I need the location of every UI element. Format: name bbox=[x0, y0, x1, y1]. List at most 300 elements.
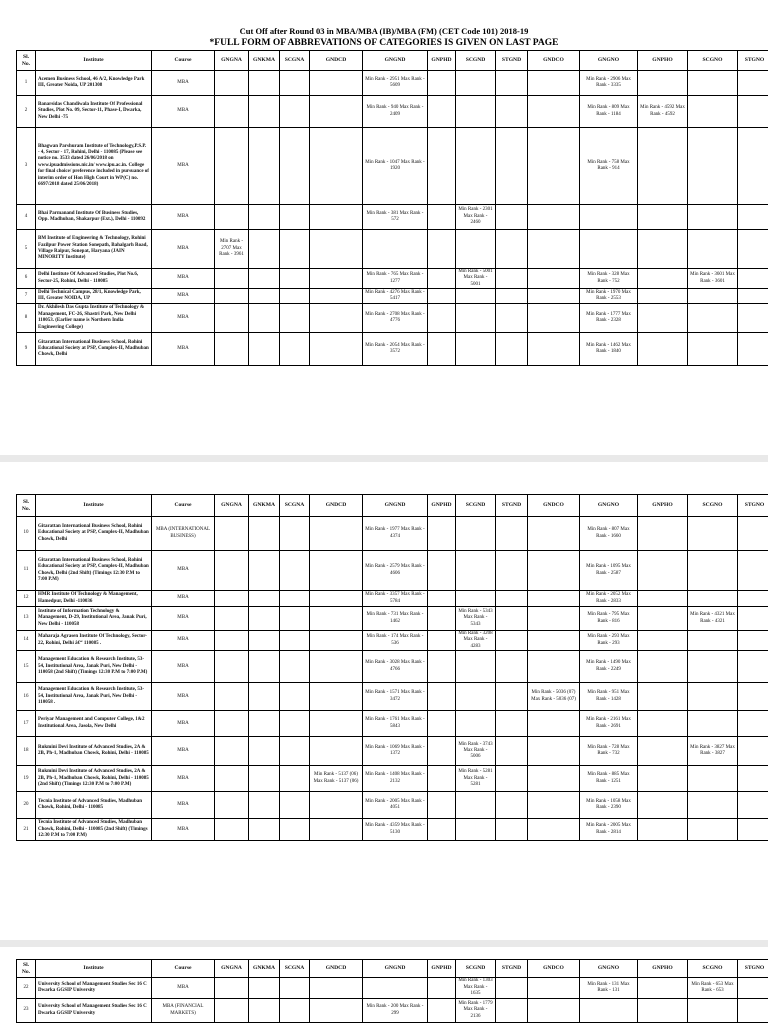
rank-cell-stgnd bbox=[496, 96, 528, 128]
rank-cell-scgna bbox=[280, 591, 310, 607]
serial-number-cell: 3 bbox=[17, 128, 36, 205]
column-header: GNPHD bbox=[428, 495, 456, 517]
column-header: Institute bbox=[36, 960, 152, 978]
table-row bbox=[17, 289, 768, 304]
rank-cell-gnphd bbox=[428, 792, 456, 819]
rank-cell-scgnd: Min Rank - 3743 Max Rank - 5006 bbox=[456, 737, 496, 766]
rank-cell-gngnd: Min Rank - 1047 Max Rank - 1920 bbox=[363, 128, 428, 205]
column-header: SCGND bbox=[456, 51, 496, 71]
rank-cell-stgno bbox=[738, 999, 768, 1023]
rank-cell-scgnd bbox=[456, 651, 496, 683]
rank-cell-gnpho bbox=[638, 766, 688, 792]
rank-cell-gndcd bbox=[310, 551, 363, 591]
course-cell: MBA bbox=[152, 978, 215, 999]
rank-cell-stgno bbox=[738, 711, 768, 737]
rank-cell-stgno bbox=[738, 128, 768, 205]
rank-cell-gnkma bbox=[249, 631, 280, 651]
rank-cell-scgnd bbox=[456, 96, 496, 128]
rank-cell-gnpho bbox=[638, 999, 688, 1023]
column-header: GNKMA bbox=[249, 51, 280, 71]
column-header: GNPHO bbox=[638, 51, 688, 71]
course-cell: MBA bbox=[152, 551, 215, 591]
course-cell: MBA bbox=[152, 96, 215, 128]
rank-cell-scgna bbox=[280, 792, 310, 819]
serial-number-cell: 11 bbox=[17, 551, 36, 591]
course-cell: MBA (INTERNATIONAL BUSINESS) bbox=[152, 517, 215, 551]
table-row bbox=[17, 205, 768, 230]
table-row bbox=[17, 651, 768, 683]
serial-number-cell: 5 bbox=[17, 230, 36, 269]
rank-cell-gnpho bbox=[638, 128, 688, 205]
table-row bbox=[17, 999, 768, 1023]
column-header: GNGND bbox=[363, 51, 428, 71]
rank-cell-scgna bbox=[280, 551, 310, 591]
rank-cell-gnkma bbox=[249, 289, 280, 304]
rank-cell-scgna bbox=[280, 517, 310, 551]
column-header: Course bbox=[152, 495, 215, 517]
rank-cell-gndco bbox=[528, 819, 580, 841]
rank-cell-scgna bbox=[280, 651, 310, 683]
rank-cell-gnphd bbox=[428, 631, 456, 651]
rank-cell-gngno: Min Rank - 885 Max Rank - 1251 bbox=[580, 766, 638, 792]
rank-cell-scgno bbox=[688, 333, 738, 366]
institute-cell: University School of Management Studies Sec 16 C Dwarka GGSIP University bbox=[36, 999, 152, 1023]
rank-cell-stgno bbox=[738, 631, 768, 651]
institute-cell: Maharaja Agrasen Institute Of Technology, Sector-22, Rohini, Delhi â€“ 110085 . bbox=[36, 631, 152, 651]
rank-cell-gndco bbox=[528, 651, 580, 683]
rank-cell-scgna bbox=[280, 333, 310, 366]
rank-cell-gnkma bbox=[249, 651, 280, 683]
rank-cell-gnkma bbox=[249, 792, 280, 819]
column-header: GNDCO bbox=[528, 960, 580, 978]
rank-cell-stgnd bbox=[496, 205, 528, 230]
serial-number-cell: 15 bbox=[17, 651, 36, 683]
rank-cell-scgnd: Min Rank - 3208 Max Rank - 4283 bbox=[456, 631, 496, 651]
rank-cell-gnkma bbox=[249, 607, 280, 631]
table-row bbox=[17, 607, 768, 631]
rank-cell-gnphd bbox=[428, 128, 456, 205]
rank-cell-scgnd bbox=[456, 551, 496, 591]
rank-cell-scgno bbox=[688, 551, 738, 591]
rank-cell-stgnd bbox=[496, 792, 528, 819]
column-header: GNPHO bbox=[638, 960, 688, 978]
rank-cell-gngnd: Min Rank - 4359 Max Rank - 5130 bbox=[363, 819, 428, 841]
rank-cell-scgna bbox=[280, 711, 310, 737]
institute-cell: Rukmini Devi Institute of Advanced Studies, 2A & 2B, Ph-1, Madhuban Chowk, Rohini, Delhi - 110085 (2nd Shift) (Timings 12:30 P.M to 7:00 P.M) bbox=[36, 766, 152, 792]
course-cell: MBA bbox=[152, 333, 215, 366]
rank-cell-gndco bbox=[528, 607, 580, 631]
table-row bbox=[17, 631, 768, 651]
rank-cell-scgno bbox=[688, 128, 738, 205]
institute-cell: BM Institute of Engineering & Technology, Rohini Fazilpur Power Station Sonepath, Bahalgarh Road, Village Raipur, Sonepat, Haryana (JAIN MINORITY Institute) bbox=[36, 230, 152, 269]
table-row bbox=[17, 96, 768, 128]
rank-cell-stgnd bbox=[496, 230, 528, 269]
document-title: Cut Off after Round 03 in MBA/MBA (IB)/MBA (FM) (CET Code 101) 2018-19 bbox=[239, 26, 529, 36]
column-header: GNGNA bbox=[215, 960, 249, 978]
header-row bbox=[17, 51, 768, 71]
column-header: STGNO bbox=[738, 495, 768, 517]
rank-cell-gngno: Min Rank - 809 Max Rank - 1184 bbox=[580, 96, 638, 128]
rank-cell-stgno bbox=[738, 96, 768, 128]
rank-cell-gngnd: Min Rank - 200 Max Rank - 299 bbox=[363, 999, 428, 1023]
rank-cell-gngnd: Min Rank - 731 Max Rank - 1462 bbox=[363, 607, 428, 631]
column-header: Institute bbox=[36, 495, 152, 517]
rank-cell-scgno bbox=[688, 792, 738, 819]
rank-cell-scgna bbox=[280, 304, 310, 333]
rank-cell-gngnd: Min Rank - 1761 Max Rank - 5843 bbox=[363, 711, 428, 737]
course-cell: MBA bbox=[152, 205, 215, 230]
rank-cell-stgno bbox=[738, 205, 768, 230]
rank-cell-gngna bbox=[215, 978, 249, 999]
rank-cell-gngna bbox=[215, 128, 249, 205]
rank-cell-stgnd bbox=[496, 591, 528, 607]
course-cell: MBA bbox=[152, 683, 215, 711]
column-header: GNPHD bbox=[428, 51, 456, 71]
course-cell: MBA bbox=[152, 607, 215, 631]
column-header: Sl. No. bbox=[17, 51, 36, 71]
rank-cell-scgno bbox=[688, 711, 738, 737]
rank-cell-gngno: Min Rank - 795 Max Rank - 816 bbox=[580, 607, 638, 631]
column-header: SCGND bbox=[456, 495, 496, 517]
rank-cell-stgno bbox=[738, 607, 768, 631]
serial-number-cell: 14 bbox=[17, 631, 36, 651]
column-header: GNGNA bbox=[215, 495, 249, 517]
rank-cell-gngnd bbox=[363, 978, 428, 999]
rank-cell-gndcd bbox=[310, 999, 363, 1023]
rank-cell-gngna bbox=[215, 517, 249, 551]
rank-cell-stgnd bbox=[496, 683, 528, 711]
rank-cell-gnphd bbox=[428, 96, 456, 128]
rank-cell-gndco bbox=[528, 711, 580, 737]
rank-cell-gngno: Min Rank - 1490 Max Rank - 2249 bbox=[580, 651, 638, 683]
rank-cell-gngnd: Min Rank - 4276 Max Rank - 5417 bbox=[363, 289, 428, 304]
serial-number-cell: 8 bbox=[17, 304, 36, 333]
rank-cell-stgnd bbox=[496, 651, 528, 683]
rank-cell-gnphd bbox=[428, 71, 456, 96]
rank-cell-scgnd bbox=[456, 792, 496, 819]
column-header: GNGND bbox=[363, 495, 428, 517]
rank-cell-stgno bbox=[738, 551, 768, 591]
rank-cell-gndco bbox=[528, 551, 580, 591]
rank-cell-scgna bbox=[280, 230, 310, 269]
rank-cell-gnkma bbox=[249, 71, 280, 96]
rank-cell-gngnd: Min Rank - 1408 Max Rank - 2132 bbox=[363, 766, 428, 792]
rank-cell-gndcd bbox=[310, 651, 363, 683]
institute-cell: Rukmini Devi Institute of Advanced Studies, 2A & 2B, Ph-1, Madhuban Chowk, Rohini, Delhi - 110085 bbox=[36, 737, 152, 766]
rank-cell-gndco bbox=[528, 304, 580, 333]
rank-cell-gngna bbox=[215, 766, 249, 792]
rank-cell-gnpho: Min Rank - 4592 Max Rank - 4592 bbox=[638, 96, 688, 128]
rank-cell-gndco bbox=[528, 766, 580, 792]
rank-cell-gnphd bbox=[428, 230, 456, 269]
rank-cell-gndco: Min Rank - 5036 (07) Max Rank - 5036 (07) bbox=[528, 683, 580, 711]
rank-cell-gngnd: Min Rank - 940 Max Rank - 2409 bbox=[363, 96, 428, 128]
rank-cell-gnphd bbox=[428, 289, 456, 304]
rank-cell-gndco bbox=[528, 737, 580, 766]
rank-cell-gndco bbox=[528, 230, 580, 269]
serial-number-cell: 12 bbox=[17, 591, 36, 607]
rank-cell-stgno bbox=[738, 792, 768, 819]
rank-cell-gngna bbox=[215, 205, 249, 230]
rank-cell-gnphd bbox=[428, 333, 456, 366]
rank-cell-gndcd bbox=[310, 517, 363, 551]
rank-cell-stgnd bbox=[496, 737, 528, 766]
rank-cell-stgno bbox=[738, 683, 768, 711]
rank-cell-gndcd bbox=[310, 631, 363, 651]
table-row bbox=[17, 71, 768, 96]
rank-cell-gngna bbox=[215, 289, 249, 304]
rank-cell-gngno: Min Rank - 1095 Max Rank - 2587 bbox=[580, 551, 638, 591]
rank-cell-scgnd bbox=[456, 333, 496, 366]
institute-cell: Acemen Business School, 46 A/2, Knowledge Park III, Greater Noida, UP 201308 bbox=[36, 71, 152, 96]
rank-cell-gnkma bbox=[249, 269, 280, 289]
cutoff-table-page-1 bbox=[16, 50, 768, 366]
rank-cell-gnkma bbox=[249, 304, 280, 333]
rank-cell-scgno: Min Rank - 3601 Max Rank - 3601 bbox=[688, 269, 738, 289]
rank-cell-stgno bbox=[738, 269, 768, 289]
institute-cell: Management Education & Research Institute, 53-54, Institutional Area, Janak Puri, New Delhi - 110058 . bbox=[36, 683, 152, 711]
rank-cell-scgna bbox=[280, 631, 310, 651]
column-header: GNDCD bbox=[310, 495, 363, 517]
table-row bbox=[17, 766, 768, 792]
rank-cell-gngno: Min Rank - 1462 Max Rank - 1840 bbox=[580, 333, 638, 366]
rank-cell-gnpho bbox=[638, 607, 688, 631]
column-header: STGND bbox=[496, 960, 528, 978]
rank-cell-scgna bbox=[280, 978, 310, 999]
column-header: GNPHD bbox=[428, 960, 456, 978]
serial-number-cell: 9 bbox=[17, 333, 36, 366]
column-header: SCGNA bbox=[280, 495, 310, 517]
course-cell: MBA bbox=[152, 289, 215, 304]
column-header: Sl. No. bbox=[17, 960, 36, 978]
rank-cell-stgnd bbox=[496, 517, 528, 551]
rank-cell-scgnd: Min Rank - 5001 Max Rank - 5001 bbox=[456, 269, 496, 289]
institute-cell: Management Education & Research Institute, 53-54, Institutional Area, Janak Puri, New Delhi - 110058 (2nd Shift) (Timings 12:30 P.M to 7:00 P.M) bbox=[36, 651, 152, 683]
rank-cell-gngnd bbox=[363, 230, 428, 269]
table-row bbox=[17, 978, 768, 999]
rank-cell-stgno bbox=[738, 289, 768, 304]
rank-cell-scgnd bbox=[456, 304, 496, 333]
column-header: STGND bbox=[496, 495, 528, 517]
rank-cell-gngno: Min Rank - 2052 Max Rank - 2833 bbox=[580, 591, 638, 607]
rank-cell-gndcd bbox=[310, 269, 363, 289]
rank-cell-gnphd bbox=[428, 517, 456, 551]
serial-number-cell: 17 bbox=[17, 711, 36, 737]
rank-cell-gnphd bbox=[428, 651, 456, 683]
rank-cell-gnphd bbox=[428, 607, 456, 631]
rank-cell-gndcd bbox=[310, 737, 363, 766]
column-header: GNGNO bbox=[580, 960, 638, 978]
table-row bbox=[17, 304, 768, 333]
column-header: GNGND bbox=[363, 960, 428, 978]
rank-cell-gnpho bbox=[638, 737, 688, 766]
institute-cell: HMR Institute Of Technology & Management, Hamedpur, Delhi -110036 bbox=[36, 591, 152, 607]
course-cell: MBA (FINANCIAL MARKETS) bbox=[152, 999, 215, 1023]
rank-cell-gndcd bbox=[310, 96, 363, 128]
serial-number-cell: 16 bbox=[17, 683, 36, 711]
rank-cell-gndco bbox=[528, 289, 580, 304]
rank-cell-gngna: Min Rank - 2707 Max Rank - 3961 bbox=[215, 230, 249, 269]
rank-cell-scgna bbox=[280, 71, 310, 96]
rank-cell-gngna bbox=[215, 607, 249, 631]
table-row bbox=[17, 333, 768, 366]
rank-cell-gndco bbox=[528, 591, 580, 607]
rank-cell-gngno: Min Rank - 2005 Max Rank - 2814 bbox=[580, 819, 638, 841]
rank-cell-gngnd: Min Rank - 2005 Max Rank - 4051 bbox=[363, 792, 428, 819]
institute-cell: Periyar Management and Computer College, 1&2 Institutional Area, Jasola, New Delhi bbox=[36, 711, 152, 737]
rank-cell-scgno bbox=[688, 304, 738, 333]
rank-cell-gnpho bbox=[638, 517, 688, 551]
rank-cell-stgnd bbox=[496, 551, 528, 591]
column-header: Course bbox=[152, 51, 215, 71]
column-header: GNPHO bbox=[638, 495, 688, 517]
serial-number-cell: 13 bbox=[17, 607, 36, 631]
rank-cell-gnkma bbox=[249, 96, 280, 128]
abbreviation-note: *FULL FORM OF ABBREVATIONS OF CATEGORIES IS GIVEN ON LAST PAGE bbox=[209, 38, 559, 48]
rank-cell-scgna bbox=[280, 205, 310, 230]
rank-cell-gngno: Min Rank - 807 Max Rank - 1660 bbox=[580, 517, 638, 551]
rank-cell-scgnd bbox=[456, 71, 496, 96]
table-row bbox=[17, 128, 768, 205]
column-header: GNDCD bbox=[310, 51, 363, 71]
rank-cell-scgna bbox=[280, 607, 310, 631]
table-row bbox=[17, 230, 768, 269]
table-row bbox=[17, 792, 768, 819]
rank-cell-gnpho bbox=[638, 269, 688, 289]
rank-cell-scgna bbox=[280, 766, 310, 792]
rank-cell-gngno: Min Rank - 1058 Max Rank - 2390 bbox=[580, 792, 638, 819]
header-row bbox=[17, 495, 768, 517]
column-header: STGNO bbox=[738, 960, 768, 978]
column-header: GNDCO bbox=[528, 51, 580, 71]
rank-cell-scgno bbox=[688, 517, 738, 551]
rank-cell-gndcd bbox=[310, 289, 363, 304]
rank-cell-stgno bbox=[738, 819, 768, 841]
rank-cell-scgno bbox=[688, 230, 738, 269]
rank-cell-gndcd bbox=[310, 591, 363, 607]
serial-number-cell: 22 bbox=[17, 978, 36, 999]
rank-cell-gnkma bbox=[249, 766, 280, 792]
course-cell: MBA bbox=[152, 737, 215, 766]
serial-number-cell: 7 bbox=[17, 289, 36, 304]
rank-cell-gnpho bbox=[638, 591, 688, 607]
rank-cell-gndcd bbox=[310, 978, 363, 999]
rank-cell-stgno bbox=[738, 737, 768, 766]
rank-cell-gngno: Min Rank - 758 Max Rank - 914 bbox=[580, 128, 638, 205]
rank-cell-gngnd: Min Rank - 3028 Max Rank - 4766 bbox=[363, 651, 428, 683]
course-cell: MBA bbox=[152, 269, 215, 289]
rank-cell-gngno: Min Rank - 293 Max Rank - 293 bbox=[580, 631, 638, 651]
rank-cell-gnpho bbox=[638, 551, 688, 591]
rank-cell-scgno bbox=[688, 819, 738, 841]
rank-cell-gnpho bbox=[638, 205, 688, 230]
rank-cell-scgnd bbox=[456, 128, 496, 205]
rank-cell-gndco bbox=[528, 71, 580, 96]
rank-cell-scgno: Min Rank - 3827 Max Rank - 3827 bbox=[688, 737, 738, 766]
rank-cell-gnphd bbox=[428, 551, 456, 591]
rank-cell-gngno: Min Rank - 728 Max Rank - 732 bbox=[580, 737, 638, 766]
column-header: Course bbox=[152, 960, 215, 978]
column-header: SCGNA bbox=[280, 51, 310, 71]
course-cell: MBA bbox=[152, 591, 215, 607]
column-header: SCGNO bbox=[688, 960, 738, 978]
cutoff-table-page-2 bbox=[16, 494, 768, 841]
column-header: GNGNO bbox=[580, 51, 638, 71]
rank-cell-gnkma bbox=[249, 205, 280, 230]
rank-cell-scgno: Min Rank - 4321 Max Rank - 4321 bbox=[688, 607, 738, 631]
rank-cell-scgno bbox=[688, 289, 738, 304]
course-cell: MBA bbox=[152, 819, 215, 841]
rank-cell-gnphd bbox=[428, 978, 456, 999]
rank-cell-gnkma bbox=[249, 978, 280, 999]
rank-cell-stgnd bbox=[496, 128, 528, 205]
rank-cell-gnpho bbox=[638, 230, 688, 269]
rank-cell-gnpho bbox=[638, 683, 688, 711]
rank-cell-gnpho bbox=[638, 289, 688, 304]
rank-cell-scgnd: Min Rank - 5343 Max Rank - 5343 bbox=[456, 607, 496, 631]
rank-cell-gnpho bbox=[638, 304, 688, 333]
rank-cell-gndco bbox=[528, 978, 580, 999]
table-row bbox=[17, 737, 768, 766]
rank-cell-gnkma bbox=[249, 230, 280, 269]
rank-cell-stgnd bbox=[496, 333, 528, 366]
rank-cell-scgno bbox=[688, 205, 738, 230]
column-header: GNGNA bbox=[215, 51, 249, 71]
rank-cell-scgnd: Min Rank - 1779 Max Rank - 2136 bbox=[456, 999, 496, 1023]
serial-number-cell: 2 bbox=[17, 96, 36, 128]
rank-cell-stgnd bbox=[496, 304, 528, 333]
rank-cell-scgnd bbox=[456, 591, 496, 607]
rank-cell-gnpho bbox=[638, 792, 688, 819]
rank-cell-gnpho bbox=[638, 819, 688, 841]
rank-cell-scgno bbox=[688, 591, 738, 607]
rank-cell-stgno bbox=[738, 304, 768, 333]
rank-cell-gnkma bbox=[249, 999, 280, 1023]
rank-cell-gndco bbox=[528, 205, 580, 230]
rank-cell-scgno bbox=[688, 651, 738, 683]
rank-cell-stgnd bbox=[496, 766, 528, 792]
rank-cell-scgnd bbox=[456, 819, 496, 841]
serial-number-cell: 20 bbox=[17, 792, 36, 819]
rank-cell-gngno bbox=[580, 999, 638, 1023]
rank-cell-gngno: Min Rank - 1777 Max Rank - 2328 bbox=[580, 304, 638, 333]
rank-cell-gnphd bbox=[428, 737, 456, 766]
rank-cell-gnkma bbox=[249, 591, 280, 607]
rank-cell-gngnd: Min Rank - 1977 Max Rank - 4374 bbox=[363, 517, 428, 551]
serial-number-cell: 21 bbox=[17, 819, 36, 841]
rank-cell-gngna bbox=[215, 333, 249, 366]
institute-cell: Banarsidas Chandiwala Institute Of Professional Studies, Plot No. 09, Sector-11, Phase-I, Dwarka, New Delhi -75 bbox=[36, 96, 152, 128]
institute-cell: Bhagwan Parshuram Institute of Technology,P.S.P. - 4, Sector - 17, Rohini, Delhi - 110085 (Please see notice no. 3533 dated 26/06/2018 on www.ipuadmissions.nic.in/ www.ipu.ac.in. College for final choice/ preference included in pursuance of interim order of Hon High Court in WP(C) no. 6697/2018 dated 25/06/2018) bbox=[36, 128, 152, 205]
rank-cell-gnphd bbox=[428, 304, 456, 333]
column-header: GNDCO bbox=[528, 495, 580, 517]
rank-cell-gndco bbox=[528, 999, 580, 1023]
rank-cell-stgnd bbox=[496, 607, 528, 631]
rank-cell-gngna bbox=[215, 304, 249, 333]
rank-cell-scgno bbox=[688, 766, 738, 792]
rank-cell-scgno bbox=[688, 999, 738, 1023]
serial-number-cell: 6 bbox=[17, 269, 36, 289]
rank-cell-gndcd bbox=[310, 205, 363, 230]
rank-cell-gndco bbox=[528, 96, 580, 128]
rank-cell-scgnd bbox=[456, 517, 496, 551]
column-header: Sl. No. bbox=[17, 495, 36, 517]
table-row bbox=[17, 591, 768, 607]
rank-cell-gndcd bbox=[310, 304, 363, 333]
header-row bbox=[17, 960, 768, 978]
rank-cell-stgnd bbox=[496, 71, 528, 96]
table-row bbox=[17, 517, 768, 551]
